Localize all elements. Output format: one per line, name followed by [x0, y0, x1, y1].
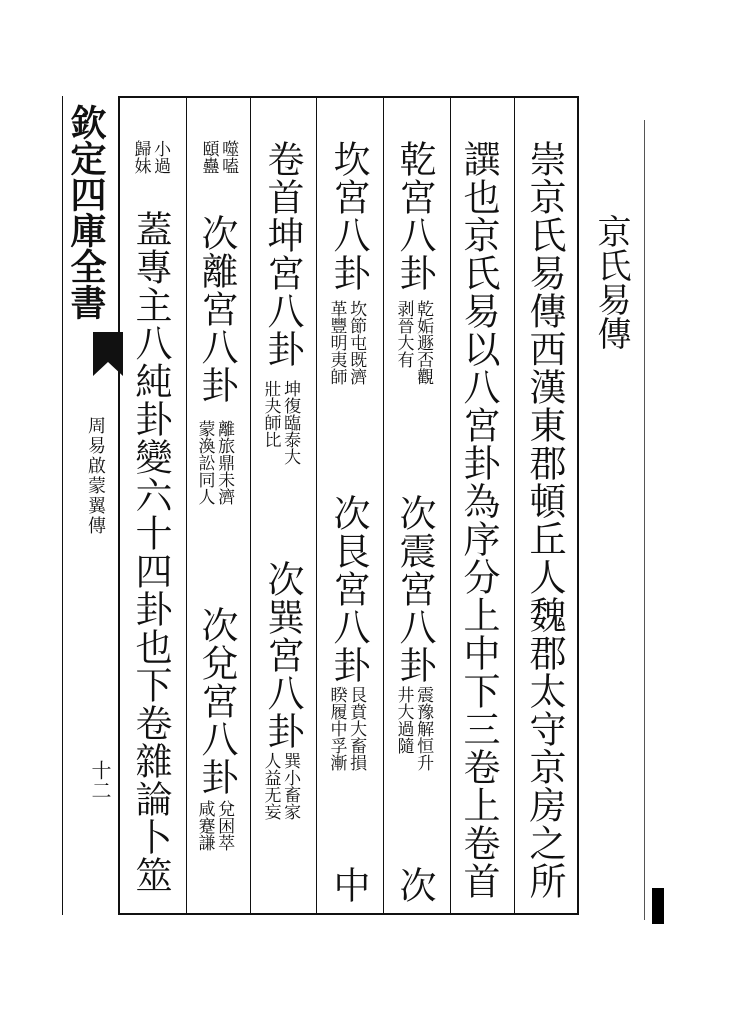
note-line: 離旅鼎未濟	[214, 420, 235, 505]
text-column-3-main-b: 次震宮八卦	[393, 494, 436, 684]
frame-left-rule	[118, 96, 120, 915]
note-line: 咸蹇謙	[194, 800, 215, 851]
text-column-3-note-b	[393, 686, 432, 771]
frame-bottom-rule	[118, 913, 578, 915]
note-line: 小過	[150, 140, 171, 174]
note-line: 巽小畜家	[280, 752, 301, 820]
note-line: 艮賁大畜損	[346, 686, 367, 771]
text-column-4-main-b: 次艮宮八卦	[327, 494, 370, 684]
text-column-4-main-c: 中	[327, 866, 370, 904]
library-spine-title: 欽定四庫全書	[65, 104, 107, 320]
text-column-2: 譔也京氏易以八宮卦為序分上中下三卷上卷首	[457, 140, 500, 900]
note-line: 噬嗑	[218, 140, 239, 174]
text-column-5-main-b: 次巽宮八卦	[261, 560, 304, 750]
text-column-4-note-a	[326, 300, 365, 385]
text-column-6-note-b	[194, 800, 233, 851]
page-edge-line	[644, 120, 645, 920]
note-line: 人益无妄	[260, 752, 281, 820]
text-column-7-note-pre	[130, 140, 169, 174]
text-column-7-main-a: 蓋專主八純卦變六十四卦也下卷雜論卜筮	[129, 210, 172, 894]
text-column-3-main-c: 次	[393, 866, 436, 904]
note-line: 頤蠱	[198, 140, 219, 174]
note-line: 坎節屯既濟	[346, 300, 367, 385]
note-line: 剥晉大有	[393, 300, 414, 368]
text-column-6-main-a: 次離宮八卦	[195, 214, 238, 404]
text-column-6-note-a	[194, 420, 233, 505]
column-divider	[250, 96, 251, 915]
note-line: 兌困萃	[214, 800, 235, 851]
text-column-3-note-a	[393, 300, 432, 385]
text-column-5-note-a	[260, 380, 299, 465]
column-divider	[383, 96, 384, 915]
note-line: 乾姤遯否觀	[413, 300, 434, 385]
margin-outer-rule	[62, 96, 63, 915]
note-line: 坤復臨泰大	[280, 380, 301, 465]
margin-book-title: 周易啟蒙翼傳	[85, 416, 106, 536]
column-divider	[514, 96, 515, 915]
text-column-3-main-a: 乾宮八卦	[393, 140, 436, 292]
book-title: 京氏易傳	[591, 214, 631, 350]
text-column-6-main-b: 次兌宮八卦	[195, 606, 238, 796]
text-column-5-note-b	[260, 752, 299, 820]
frame-top-rule	[118, 96, 578, 98]
text-column-4-note-b	[326, 686, 365, 771]
note-line: 歸妹	[130, 140, 151, 174]
text-column-5-main-a: 卷首坤宮八卦	[261, 140, 304, 368]
text-column-4-main-a: 坎宮八卦	[327, 140, 370, 292]
page-edge-dark-bar	[652, 888, 664, 924]
note-line: 蒙渙訟同人	[194, 420, 215, 505]
text-column-6-note-pre	[198, 140, 237, 174]
text-column-1: 崇京氏易傳西漢東郡頓丘人魏郡太守京房之所	[523, 140, 566, 900]
note-line: 睽履中孚漸	[326, 686, 347, 771]
note-line: 革豐明夷師	[326, 300, 347, 385]
column-divider	[316, 96, 317, 915]
note-line: 壯夬師比	[260, 380, 281, 448]
note-line: 震豫解恒升	[413, 686, 434, 771]
note-line: 井大過隨	[393, 686, 414, 754]
fishtail-mark	[93, 332, 123, 376]
column-divider	[450, 96, 451, 915]
frame-right-rule	[577, 96, 579, 915]
column-divider	[186, 96, 187, 915]
leaf-number: 十二	[88, 760, 112, 800]
